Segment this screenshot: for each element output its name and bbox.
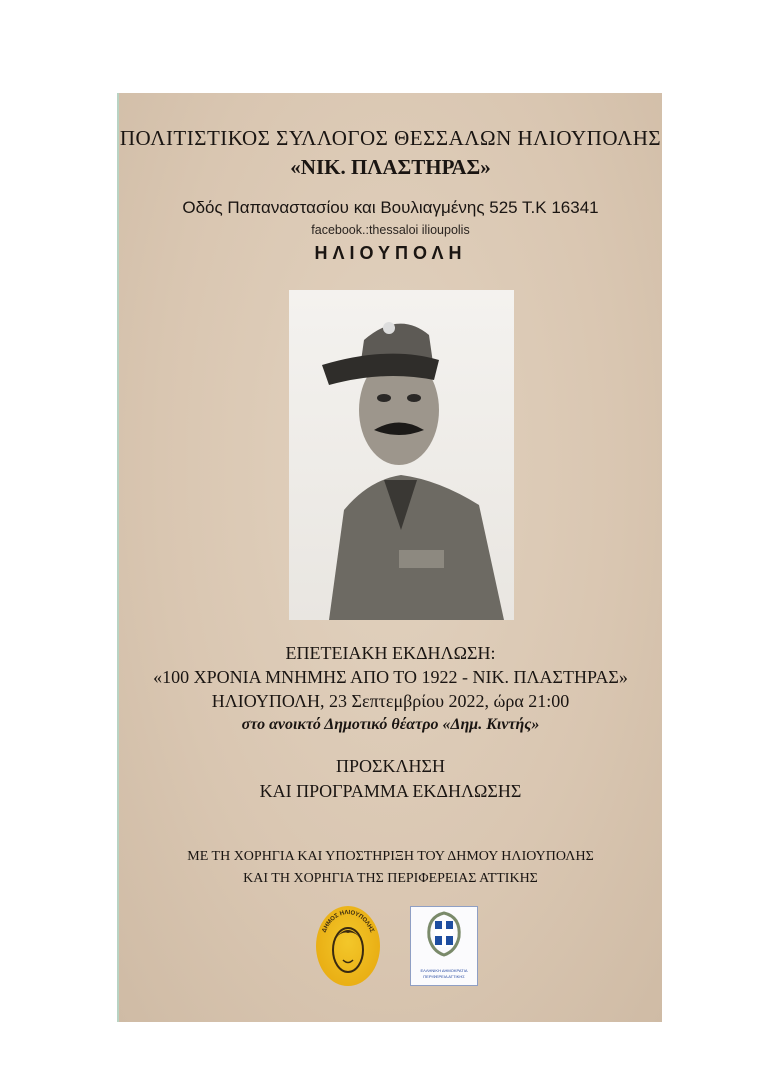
region-logo-text-2: ΠΕΡΙΦΕΡΕΙΑ ΑΤΤΙΚΗΣ	[423, 974, 465, 979]
region-logo-caption	[411, 968, 477, 980]
municipality-logo-text-path: ΔΗΜΟΣ ΗΛΙΟΥΠΟΛΗΣ	[321, 909, 375, 934]
organization-name: ΠΟΛΙΤΙΣΤΙΚΟΣ ΣΥΛΛΟΓΟΣ ΘΕΣΣΑΛΩΝ ΗΛΙΟΥΠΟΛΗΣ	[119, 126, 662, 150]
region-logo-text-1: ΕΛΛΗΝΙΚΗ ΔΗΜΟΚΡΑΤΙΑ	[420, 968, 468, 973]
invitation-heading: ΠΡΟΣΚΛΗΣΗ	[335, 756, 445, 776]
portrait-photo	[289, 290, 514, 620]
event-poster	[117, 93, 662, 1022]
address: Οδός Παπαναστασίου και Βουλιαγμένης 525 Τ.Κ 16341	[182, 198, 599, 217]
event-title: «100 ΧΡΟΝΙΑ ΜΝΗΜΗΣ ΑΠΟ ΤΟ 1922 - ΝΙΚ. ΠΛΑΣΤΗΡΑΣ»	[153, 667, 628, 687]
event-venue: στο ανοικτό Δημοτικό θέατρο «Δημ. Κιντής»	[241, 716, 540, 733]
program-heading: ΚΑΙ ΠΡΟΓΡΑΜΜΑ ΕΚΔΗΛΩΣΗΣ	[259, 781, 522, 801]
municipality-seal-logo	[316, 906, 380, 986]
event-type: ΕΠΕΤΕΙΑΚΗ ΕΚΔΗΛΩΣΗ:	[285, 643, 496, 663]
attica-region-logo	[410, 906, 478, 986]
sponsor-line-2: ΚΑΙ ΤΗ ΧΟΡΗΓΙΑ ΤΗΣ ΠΕΡΙΦΕΡΕΙΑΣ ΑΤΤΙΚΗΣ	[243, 871, 538, 886]
sponsor-line-1: ΜΕ ΤΗ ΧΟΡΗΓΙΑ ΚΑΙ ΥΠΟΣΤΗΡΙΞΗ ΤΟΥ ΔΗΜΟΥ ΗΛΙΟΥΠΟΛΗΣ	[187, 849, 594, 864]
organization-subtitle: «ΝΙΚ. ΠΛΑΣΤΗΡΑΣ»	[290, 155, 491, 179]
city-heading: ΗΛΙΟΥΠΟΛΗ	[314, 243, 467, 263]
facebook-link: facebook.:thessaloi ilioupolis	[311, 223, 470, 237]
event-date-time: ΗΛΙΟΥΠΟΛΗ, 23 Σεπτεμβρίου 2022, ώρα 21:00	[211, 691, 570, 711]
